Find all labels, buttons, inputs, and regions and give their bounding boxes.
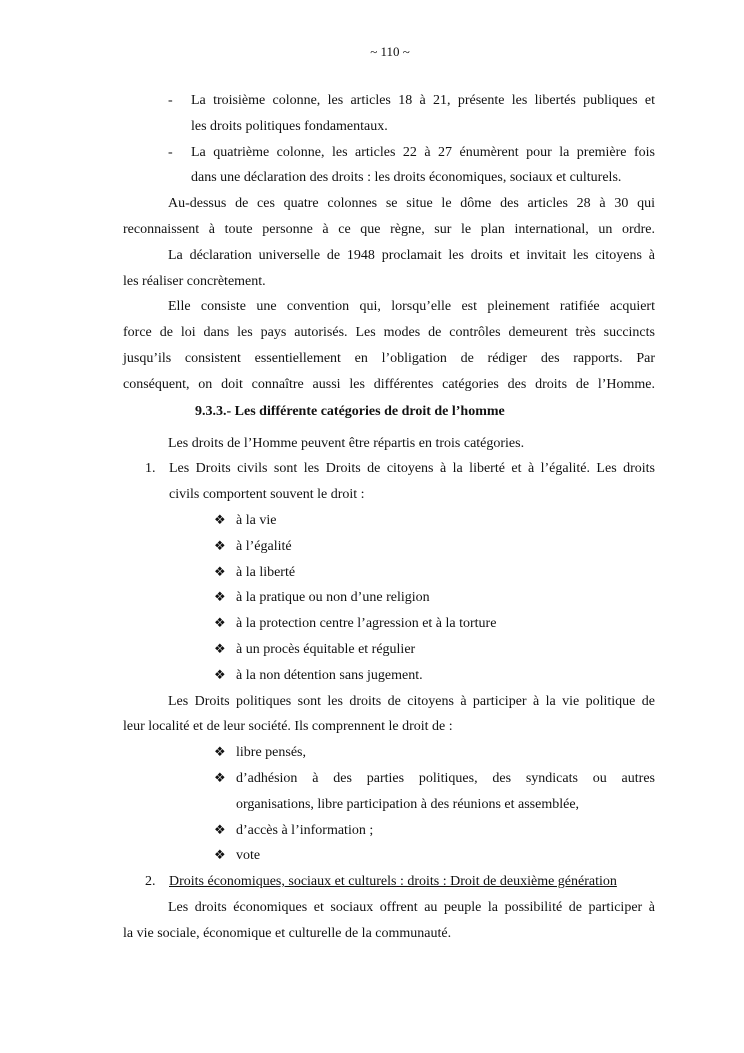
document-body: [123, 88, 655, 947]
bullet-list-item: [123, 585, 655, 611]
diamond-bullet-icon: ❖: [214, 512, 226, 528]
bullet-text: d’accès à l’information ;: [236, 822, 374, 838]
dash-list-item: [123, 140, 655, 166]
text-line: La troisième colonne, les articles 18 à 21, présente les libertés publiques et: [191, 93, 655, 108]
paragraph-line: Les Droits politiques sont les droits de citoyens à participer à la vie politique de: [168, 693, 655, 709]
paragraph-line: conséquent, on doit connaître aussi les différentes catégories des droits de l’Homme.: [123, 376, 655, 392]
bullet-list-item: [123, 663, 655, 689]
numbered-list-item: [123, 869, 655, 895]
diamond-bullet-icon: ❖: [214, 848, 226, 864]
dash-list-item: [123, 88, 655, 114]
bullet-list-item: [123, 637, 655, 663]
bullet-list-item: [123, 560, 655, 586]
paragraph-line: La déclaration universelle de 1948 proclamait les droits et invitait les citoyens à: [168, 247, 655, 263]
bullet-list-item: [123, 534, 655, 560]
numbered-list-item: [123, 456, 655, 482]
text-line: Les Droits civils sont les Droits de citoyens à la liberté et à l’égalité. Les droits: [169, 461, 655, 477]
bullet-text: à la protection centre l’agression et à la torture: [236, 616, 497, 632]
list-number: 1.: [145, 461, 156, 477]
bullet-list-item: [123, 611, 655, 637]
bullet-text: à la non détention sans jugement.: [236, 667, 423, 683]
bullet-text: à la pratique ou non d’une religion: [236, 590, 430, 606]
bullet-list-item: [123, 766, 655, 792]
bullet-text: à la vie: [236, 512, 277, 528]
paragraph-line: les réaliser concrètement.: [123, 273, 266, 289]
diamond-bullet-icon: ❖: [214, 745, 226, 761]
bullet-list-item: [123, 508, 655, 534]
diamond-bullet-icon: ❖: [214, 822, 226, 838]
bullet-text: à l’égalité: [236, 538, 292, 554]
paragraph-line: Les droits de l’Homme peuvent être répartis en trois catégories.: [168, 435, 525, 451]
diamond-bullet-icon: ❖: [214, 770, 226, 786]
paragraph-line: leur localité et de leur société. Ils comprennent le droit de :: [123, 719, 453, 735]
diamond-bullet-icon: ❖: [214, 616, 226, 632]
diamond-bullet-icon: ❖: [214, 564, 226, 580]
bullet-list-item: [123, 818, 655, 844]
paragraph-line: jusqu’ils consistent essentiellement en l’obligation de rédiger des rapports. Par: [123, 350, 655, 366]
bullet-text: vote: [236, 848, 261, 864]
bullet-text: organisations, libre participation à des réunions et assemblée,: [236, 796, 580, 812]
bullet-text: à un procès équitable et régulier: [236, 641, 416, 657]
bullet-list-item: [123, 740, 655, 766]
bullet-text: à la liberté: [236, 564, 296, 580]
diamond-bullet-icon: ❖: [214, 641, 226, 657]
paragraph-line: reconnaissent à toute personne à ce que règne, sur le plan international, un ordre.: [123, 221, 655, 237]
dash-marker: -: [168, 93, 173, 108]
text-line: La quatrième colonne, les articles 22 à 27 énumèrent pour la première fois: [191, 144, 655, 160]
paragraph-line: Les droits économiques et sociaux offrent au peuple la possibilité de participer à: [168, 899, 655, 915]
diamond-bullet-icon: ❖: [214, 590, 226, 606]
dash-marker: -: [168, 144, 173, 160]
underlined-subheading: Droits économiques, sociaux et culturels : droits : Droit de deuxième génération: [169, 874, 617, 890]
bullet-text: libre pensés,: [236, 745, 306, 761]
bullet-list-item: [123, 843, 655, 869]
bullet-text: d’adhésion à des parties politiques, des syndicats ou autres: [236, 770, 655, 786]
paragraph-line: Elle consiste une convention qui, lorsqu’elle est pleinement ratifiée acquiert: [168, 299, 655, 315]
diamond-bullet-icon: ❖: [214, 667, 226, 683]
text-line: les droits politiques fondamentaux.: [191, 118, 388, 134]
list-number: 2.: [145, 874, 156, 890]
section-heading: 9.3.3.- Les différente catégories de droit de l’homme: [195, 403, 505, 419]
text-line: dans une déclaration des droits : les droits économiques, sociaux et culturels.: [191, 170, 622, 186]
paragraph-line: force de loi dans les pays autorisés. Les modes de contrôles demeurent très succincts: [123, 325, 655, 341]
paragraph-line: la vie sociale, économique et culturelle de la communauté.: [123, 925, 452, 941]
page-number: ~ 110 ~: [370, 44, 410, 59]
paragraph-line: Au-dessus de ces quatre colonnes se situe le dôme des articles 28 à 30 qui: [168, 196, 655, 212]
text-line: civils comportent souvent le droit :: [169, 487, 365, 503]
diamond-bullet-icon: ❖: [214, 538, 226, 554]
